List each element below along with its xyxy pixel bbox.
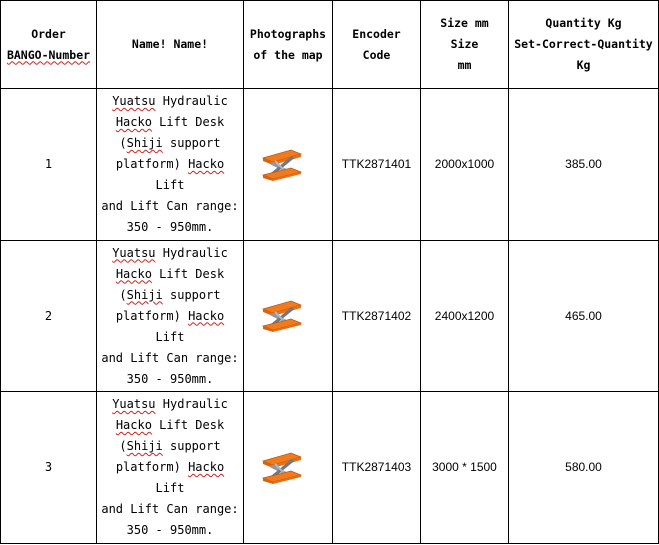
scissor-lift-table-icon <box>261 451 303 485</box>
desc-word: Shiji <box>126 439 163 454</box>
header-code-line1: Encoder <box>352 26 401 41</box>
header-code <box>333 1 421 89</box>
desc-text: 350 - 950mm. <box>126 371 214 386</box>
header-qty-line1: Quantity Kg <box>545 16 622 31</box>
desc-text: Hydraulic <box>155 245 228 260</box>
header-size-line1: Size mm Size <box>440 16 489 52</box>
size-value: 2000x1000 <box>421 89 509 241</box>
desc-word: Hacko <box>188 460 225 475</box>
product-description <box>97 89 244 241</box>
scissor-lift-table-icon <box>261 299 303 333</box>
table-row <box>1 89 659 241</box>
encoder-code: TTK2871401 <box>333 89 421 241</box>
header-order-line2: BANGO-Number <box>6 47 91 62</box>
desc-word: Hacko <box>115 418 152 433</box>
desc-word: Shiji <box>126 136 163 151</box>
desc-word: Yuatsu <box>112 94 156 109</box>
desc-text: Lift <box>155 481 185 496</box>
desc-word: Hacko <box>115 115 152 130</box>
desc-text: and Lift Can range: <box>101 502 239 517</box>
header-size <box>421 1 509 89</box>
desc-text: ( <box>119 136 127 151</box>
desc-text: support <box>162 439 221 454</box>
product-description <box>97 240 244 392</box>
quantity-value: 385.00 <box>509 89 659 241</box>
header-photo-line1: Photographs <box>249 26 327 41</box>
header-name-label: Name! Name! <box>131 37 209 52</box>
scissor-lift-table-icon <box>261 148 303 182</box>
order-number: 2 <box>1 240 97 392</box>
desc-text: Lift Desk <box>151 418 225 433</box>
desc-text: Hydraulic <box>155 94 228 109</box>
product-photo-cell <box>244 240 333 392</box>
desc-word: Hacko <box>188 157 225 172</box>
desc-text: ( <box>119 439 127 454</box>
desc-word: Yuatsu <box>112 397 156 412</box>
header-order-line1: Order <box>31 26 66 41</box>
desc-word: Hacko <box>115 266 152 281</box>
order-number: 1 <box>1 89 97 241</box>
header-qty-line3: Kg <box>576 58 591 73</box>
desc-text: 350 - 950mm. <box>126 220 214 235</box>
desc-text: 350 - 950mm. <box>126 523 214 538</box>
desc-text: Lift <box>155 178 185 193</box>
size-value: 2400x1200 <box>421 240 509 392</box>
header-quantity <box>509 1 659 89</box>
product-description <box>97 392 244 544</box>
desc-text: ( <box>119 287 127 302</box>
desc-text: and Lift Can range: <box>101 199 239 214</box>
table-header-row <box>1 1 659 89</box>
desc-text: platform) <box>115 460 189 475</box>
order-number: 3 <box>1 392 97 544</box>
desc-text: Lift <box>155 329 185 344</box>
desc-word: Hacko <box>188 308 225 323</box>
desc-text: and Lift Can range: <box>101 350 239 365</box>
desc-word: Shiji <box>126 287 163 302</box>
header-code-line2: Code <box>362 47 391 62</box>
desc-text: Hydraulic <box>155 397 228 412</box>
desc-text: support <box>162 287 221 302</box>
desc-word: Yuatsu <box>112 245 156 260</box>
table-row <box>1 240 659 392</box>
header-name <box>97 1 244 89</box>
encoder-code: TTK2871403 <box>333 392 421 544</box>
desc-text: support <box>162 136 221 151</box>
header-qty-line2: Set-Correct-Quantity <box>514 37 653 52</box>
header-photo <box>244 1 333 89</box>
size-value: 3000 * 1500 <box>421 392 509 544</box>
encoder-code: TTK2871402 <box>333 240 421 392</box>
desc-text: platform) <box>115 157 189 172</box>
product-photo-cell <box>244 392 333 544</box>
desc-text: Lift Desk <box>151 266 225 281</box>
table-row <box>1 392 659 544</box>
desc-text: platform) <box>115 308 189 323</box>
header-photo-line2: of the map <box>253 47 323 62</box>
desc-text: Lift Desk <box>151 115 225 130</box>
header-order <box>1 1 97 89</box>
product-photo-cell <box>244 89 333 241</box>
quantity-value: 580.00 <box>509 392 659 544</box>
quantity-value: 465.00 <box>509 240 659 392</box>
header-size-line2: mm <box>457 58 472 73</box>
